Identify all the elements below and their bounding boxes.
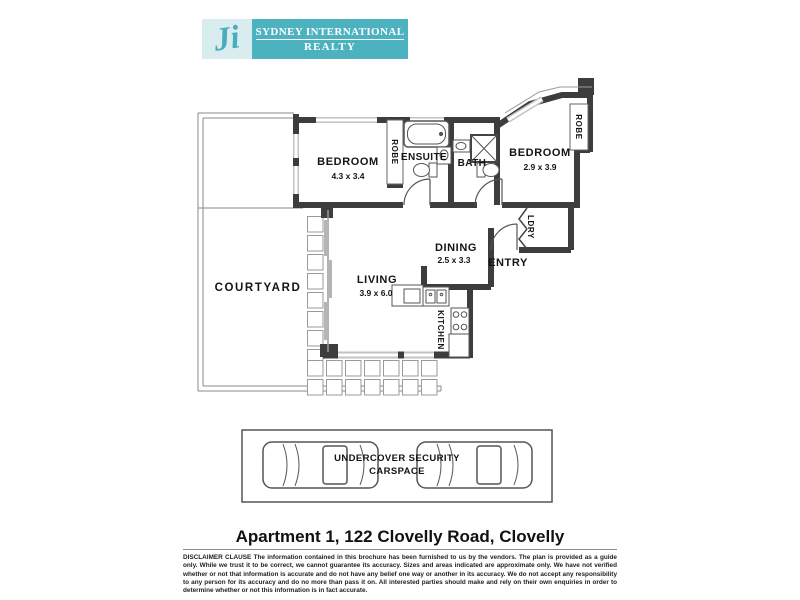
bedroom1-label: BEDROOM [317,156,379,168]
carspace-line1: UNDERCOVER SECURITY [334,453,460,464]
carspace-line2: CARSPACE [369,466,425,477]
bath-label: BATH [457,158,487,169]
laundry-bifold-doors [519,208,527,249]
robe1-label: ROBE [390,139,399,165]
living-dims: 3.9 x 6.0 [359,288,393,298]
robe2-label: ROBE [574,114,583,140]
ensuite-label: ENSUITE [400,152,448,163]
kitchen-fixtures [392,285,469,357]
door-swings [404,179,517,250]
living-label: LIVING [356,274,398,286]
bedroom2-dims: 2.9 x 3.9 [523,162,557,172]
page-title: Apartment 1, 122 Clovelly Road, Clovelly [235,527,565,546]
laundry-label: LDRY [526,215,535,239]
courtyard-label: COURTYARD [214,282,302,294]
logo-line1: SYDNEY INTERNATIONAL [255,25,405,38]
logo-monogram-text: Ji [211,19,243,59]
divider-line [183,549,617,550]
room-labels [215,114,583,350]
disclaimer-text [183,554,617,596]
bedroom2-label: BEDROOM [509,147,571,159]
dining-dims: 2.5 x 3.3 [437,255,471,265]
sliding-door-wall [326,210,330,352]
carspace [242,430,552,502]
logo-line2: REALTY [303,40,357,53]
kitchen-label: KITCHEN [436,310,445,350]
bedroom1-dims: 4.3 x 3.4 [331,171,365,181]
disclaimer-body: The information contained in this brochure has been furnished to us by the vendors. The plan is provided as a guide only. While we trust it to be correct, we cannot guarantee its accuracy. Sizes and areas indicated are approximate only. We have not verified whether or not that information is accurate and do not have any belief one way or another in its accuracy. We do not accept any responsibility to any person for its accuracy and do no more than pass it on. All interested parties should make and rely on their own enquiries in order to determine whether or not this information is in fact accurate. [183,554,617,595]
dining-label: DINING [434,242,478,254]
entry-label: ENTRY [488,257,528,269]
disclaimer-lead: DISCLAIMER CLAUSE [183,554,252,561]
